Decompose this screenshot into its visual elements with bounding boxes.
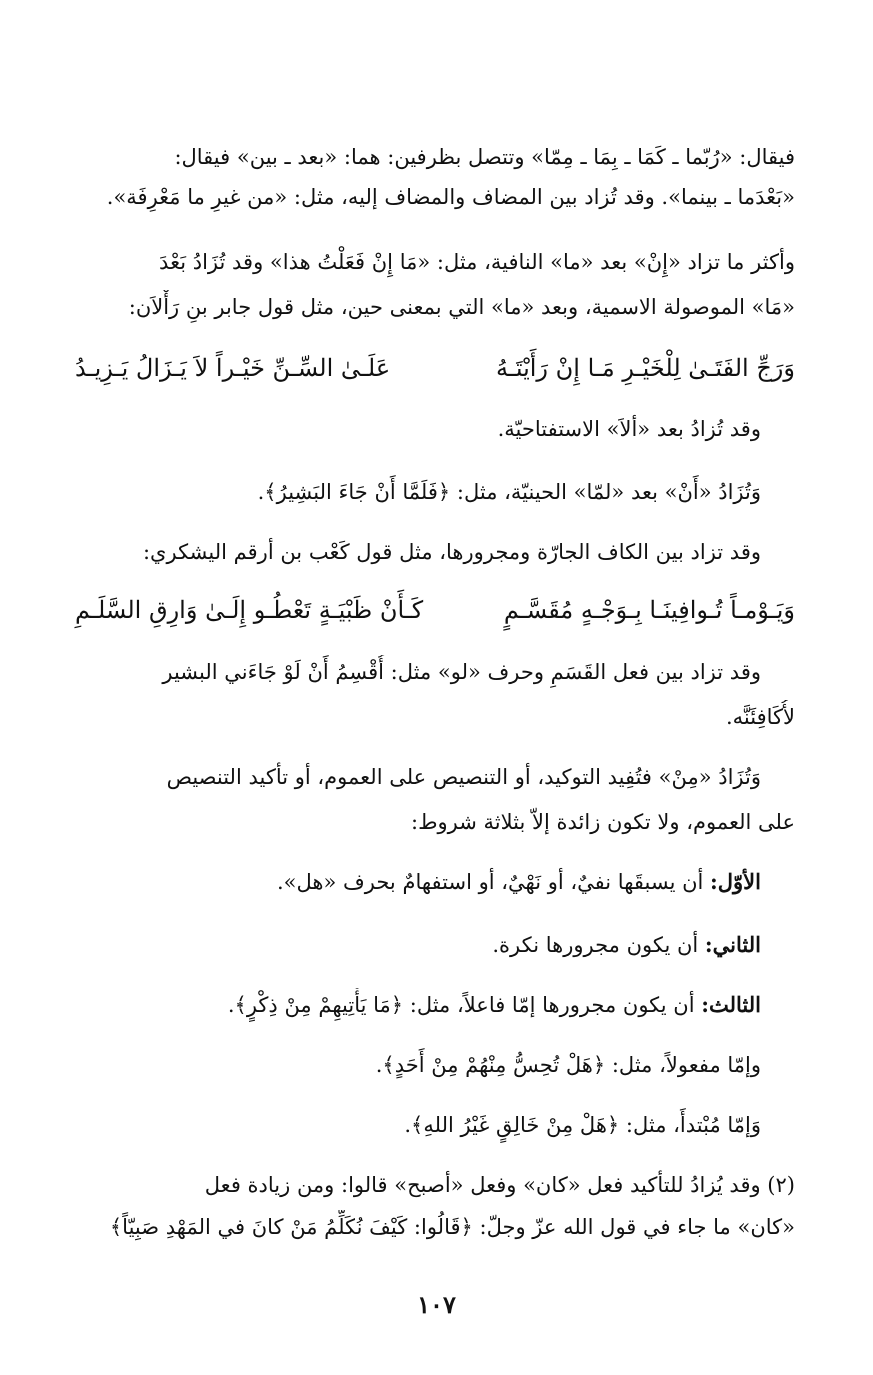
text-line: «كان» ما جاء في قول الله عزّ وجلّ: ﴿قَالُوا: كَيْفَ نُكَلِّمُ مَنْ كانَ في المَهْدِ صَبِيّاً﴾ bbox=[109, 1215, 795, 1239]
text-line: وقد تزاد بين الكاف الجارّة ومجرورها، مثل قول كَعْب بن أرقم اليشكري: bbox=[142, 540, 761, 564]
label-first: الأوّل: bbox=[710, 869, 761, 894]
text-line: وَتُزَادُ «مِنْ» فتُفِيد التوكيد، أو التنصيص على العموم، أو تأكيد التنصيص bbox=[166, 765, 761, 789]
verse-second-hemistich: عَلَـىٰ السِّـنِّ خَيْـراً لاَ يَـزَالُ يَـزِيـدُ bbox=[75, 354, 391, 382]
text-line: وَتُزَادُ «أَنْ» بعد «لمّا» الحينيّة، مثل: ﴿فَلَمَّا أَنْ جَاءَ البَشِيرُ﴾. bbox=[257, 480, 761, 504]
text-line: «مَا» الموصولة الاسمية، وبعد «ما» التي بمعنى حين، مثل قول جابر بنِ رَأْلاَن: bbox=[128, 295, 795, 319]
text-line: وأكثر ما تزاد «إِنْ» بعد «ما» النافية، مثل: «مَا إِنْ فَعَلْتُ هذا» وقد تُزَادُ بَعْدَ bbox=[159, 250, 795, 274]
condition-line bbox=[75, 865, 761, 901]
condition-line bbox=[75, 988, 761, 1024]
condition-text: أن يسبقَها نفيٌ، أو نَهْيٌ، أو استفهامٌ بحرف «هل». bbox=[276, 870, 704, 894]
text-line: على العموم، ولا تكون زائدة إلاّ بثلاثة شروط: bbox=[411, 810, 795, 834]
text-line: وقد تُزادُ بعد «ألاَ» الاستفتاحيّة. bbox=[497, 417, 761, 441]
text-line: وقد تزاد بين فعل القَسَمِ وحرف «لو» مثل: أُقْسِمُ أَنْ لَوْ جَاءَني البشير bbox=[162, 660, 761, 684]
label-second: الثاني: bbox=[704, 932, 761, 957]
verse-first-hemistich: وَيَـوْمـاً تُـوافِينَـا بِـوَجْـهٍ مُقَسَّـمٍ bbox=[503, 596, 795, 624]
text-line: وإمّا مفعولاً، مثل: ﴿هَلْ تُحِسُّ مِنْهُمْ مِنْ أَحَدٍ﴾. bbox=[375, 1053, 761, 1077]
verse-first-hemistich: وَرَجِّ الفَتَـىٰ لِلْخَيْـرِ مَـا إِنْ رَأَيْتَـهُ bbox=[495, 354, 795, 382]
poetry-verse bbox=[75, 348, 795, 388]
text-line: وَإمّا مُبْتدأً، مثل: ﴿هَلْ مِنْ خَالِقٍ غَيْرُ اللهِ﴾. bbox=[404, 1113, 761, 1137]
text-line: لأُكَافِئَنَّه. bbox=[725, 705, 795, 729]
page-number: ١٠٧ bbox=[417, 1290, 456, 1319]
condition-text: أن يكون مجرورها نكرة. bbox=[492, 933, 699, 957]
condition-text: أن يكون مجرورها إمّا فاعلاً، مثل: ﴿مَا يَأْتِيهِمْ مِنْ ذِكْرٍ﴾. bbox=[227, 993, 695, 1017]
text-line: فيقال: «رُبّما ـ كَمَا ـ بِمَا ـ مِمّا» وتتصل بظرفين: هما: «بعد ـ بين» فيقال: bbox=[174, 145, 795, 169]
verse-second-hemistich: كَـأَنْ ظَبْيَـةٍ تَعْطُـو إِلَـىٰ وَارِقِ السَّلَـمِ bbox=[75, 596, 424, 624]
text-line: (٢) وقد يُزادُ للتأكيد فعل «كان» وفعل «أصبح» قالوا: ومن زيادة فعل bbox=[204, 1173, 795, 1197]
condition-line bbox=[75, 928, 761, 964]
text-line: «بَعْدَما ـ بينما». وقد تُزاد بين المضاف والمضاف إليه، مثل: «من غيرِ ما مَعْرِفَة». bbox=[106, 185, 795, 209]
poetry-verse bbox=[75, 590, 795, 630]
label-third: الثالث: bbox=[701, 992, 761, 1017]
